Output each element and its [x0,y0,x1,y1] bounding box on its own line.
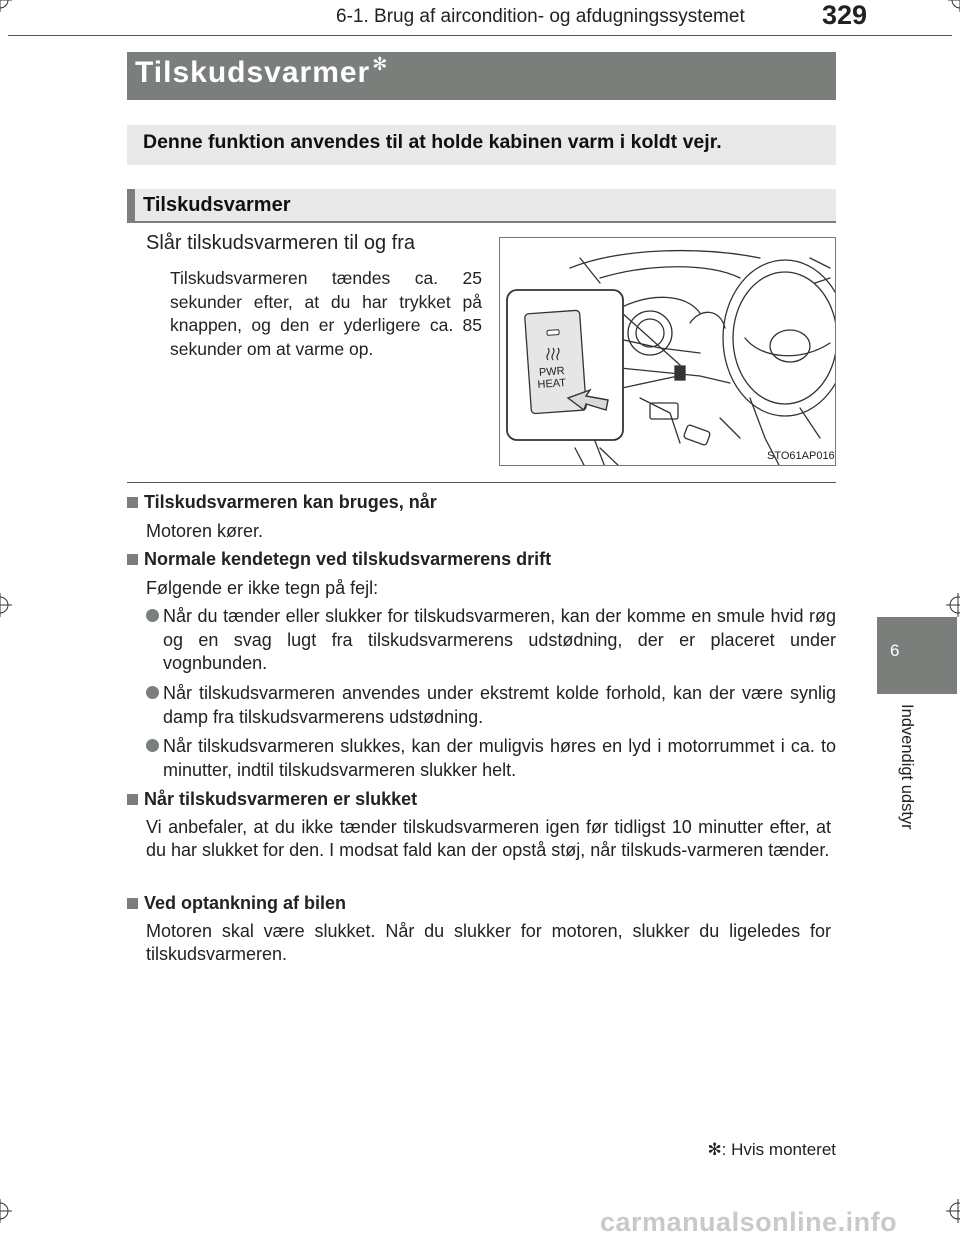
section-heading [127,491,839,515]
section-heading-text: Normale kendetegn ved tilskudsvarmerens drift [144,549,552,569]
section-heading-text: Tilskudsvarmeren kan bruges, når [144,492,437,512]
section-heading [127,548,839,572]
section-heading [127,892,839,916]
registration-mark-icon [946,593,960,617]
list-item [146,605,836,676]
subsection-accent-bar [127,189,135,223]
section-heading [127,788,839,812]
intro-text: Denne funktion anvendes til at holde kabinen varm i koldt vejr. [143,131,722,153]
footnote: ✻: Hvis monteret [707,1140,836,1159]
registration-mark-icon [0,0,12,12]
list-item-text: Når du tænder eller slukker for tilskudsvarmeren, kan der komme en smule hvid røg og en svag lugt fra tilskudsvarmerens udstødning, der er placeret under vognbunden. [163,606,836,673]
subsection-title: Tilskudsvarmer [143,194,291,216]
dashboard-illustration [499,237,836,466]
info-section [127,491,839,543]
asterisk-icon: ✻ [372,54,389,74]
square-bullet-icon [127,497,138,508]
figure-code: STO61AP016 [767,450,835,462]
description-text: Tilskudsvarmeren tændes ca. 25 sekunder efter, at du har trykket på knappen, og den er yderligere ca. 85 sekunder om at varme op. [170,268,482,359]
running-header: 6-1. Brug af aircondition- og afdugningssystemet [336,6,745,27]
round-bullet-icon [146,609,159,622]
round-bullet-icon [146,686,159,699]
info-section [127,892,839,967]
square-bullet-icon [127,898,138,909]
square-bullet-icon [127,794,138,805]
section-divider [127,482,836,483]
button-label-line1: PWR [538,365,566,379]
registration-mark-icon [946,1199,960,1223]
button-label-line2: HEAT [537,377,567,391]
registration-mark-icon [948,0,960,12]
page-title-text: Tilskudsvarmer [135,56,371,89]
watermark: carmanualsonline.info [600,1207,898,1237]
section-text: Motoren kører. [146,520,264,541]
section-text: Vi anbefaler, at du ikke tænder tilskudsvarmeren igen før tidligst 10 minutter efter, at du har slukket for den. I modsat fald kan der opstå støj, når tilskuds-varmeren tænder. [146,816,831,860]
section-text: Motoren skal være slukket. Når du slukker for motoren, slukker du ligeledes for tilskudsvarmeren. [146,920,831,964]
list-item [146,682,836,729]
chapter-label: Indvendigt udstyr [898,704,916,830]
section-text: Følgende er ikke tegn på fejl: [146,577,379,598]
square-bullet-icon [127,554,138,565]
info-section [127,548,839,600]
list-item [146,735,836,782]
list-item-text: Når tilskudsvarmeren slukkes, kan der muligvis høres en lyd i motorrummet i ca. to minutter, indtil tilskudsvarmeren slukker helt. [163,736,836,780]
section-heading-text: Ved optankning af bilen [144,893,347,913]
registration-mark-icon [0,1199,12,1223]
info-section [127,788,839,863]
dashboard-drawing [500,238,836,466]
header-rule [8,35,952,36]
round-bullet-icon [146,739,159,752]
section-heading-text: Når tilskudsvarmeren er slukket [144,789,418,809]
lead-text: Slår tilskudsvarmeren til og fra [146,232,415,254]
list-item-text: Når tilskudsvarmeren anvendes under ekstremt kolde forhold, kan der være synlig damp fra tilskudsvarmerens udstødning. [163,683,836,727]
chapter-tab [877,617,957,694]
registration-mark-icon [0,593,12,617]
chapter-number: 6 [890,641,900,660]
page-title [135,56,388,90]
page-number: 329 [822,0,868,30]
